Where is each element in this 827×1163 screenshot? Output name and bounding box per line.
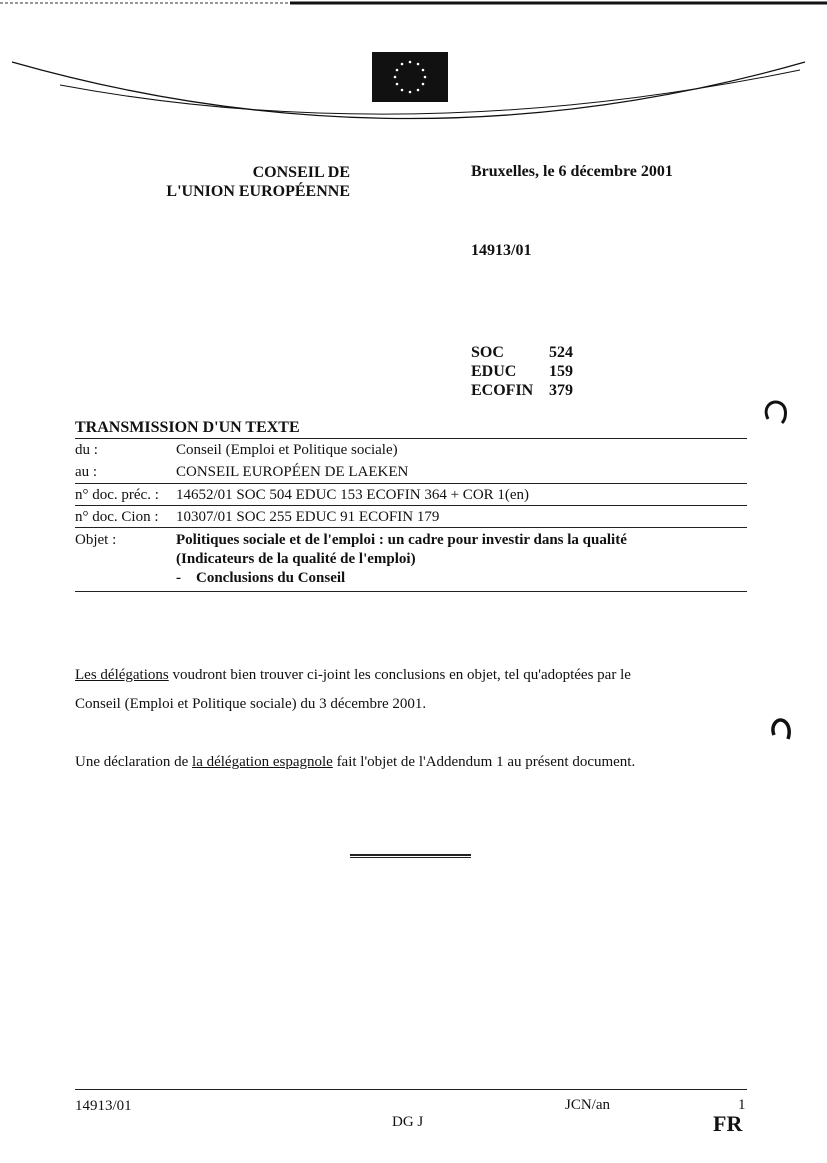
objet-value	[176, 531, 747, 588]
code-number: 379	[549, 382, 573, 399]
footer-dg: DG J	[392, 1114, 424, 1130]
body-paragraph-1	[75, 661, 631, 719]
paragraph-line	[75, 661, 631, 690]
letterhead-arc	[0, 0, 827, 140]
table-row	[75, 508, 747, 527]
objet-conclusions: Conclusions du Conseil	[196, 570, 346, 586]
code-row	[471, 343, 573, 362]
code-label: EDUC	[471, 363, 517, 380]
transmission-table	[75, 438, 747, 588]
code-number: 524	[549, 344, 573, 361]
row-value: 14652/01 SOC 504 EDUC 153 ECOFIN 364 + COR 1(en)	[176, 487, 530, 503]
paragraph-line: Conseil (Emploi et Politique sociale) du 3 décembre 2001.	[75, 696, 427, 712]
council-name-line2: L'UNION EUROPÉENNE	[166, 183, 350, 200]
bullet-dash: -	[176, 570, 181, 586]
footer-doc-number: 14913/01	[75, 1098, 132, 1114]
code-number: 159	[549, 363, 573, 380]
classification-codes	[471, 343, 573, 400]
row-value: Conseil (Emploi et Politique sociale)	[176, 442, 398, 458]
objet-line: Politiques sociale et de l'emploi : un cadre pour investir dans la qualité	[176, 532, 627, 548]
objet-line	[176, 569, 747, 588]
end-separator	[350, 854, 471, 856]
spanish-delegation-text: la délégation espagnole	[192, 754, 333, 770]
footer-language: FR	[713, 1111, 743, 1136]
document-number: 14913/01	[471, 242, 532, 259]
paragraph-text: fait l'objet de l'Addendum 1 au présent document.	[332, 754, 636, 770]
footer-page-number: 1	[738, 1097, 746, 1113]
row-value: 10307/01 SOC 255 EDUC 91 ECOFIN 179	[176, 509, 440, 525]
code-row	[471, 381, 573, 400]
eu-flag-icon	[372, 52, 448, 102]
council-name-line1: CONSEIL DE	[252, 164, 350, 181]
margin-mark-icon	[768, 713, 798, 743]
table-rule	[75, 591, 747, 592]
council-name	[140, 163, 350, 201]
delegations-link-text: Les délégations	[75, 667, 169, 683]
code-label: SOC	[471, 344, 504, 361]
objet-line: (Indicateurs de la qualité de l'emploi)	[176, 551, 416, 567]
paragraph-text: Une déclaration de	[75, 754, 193, 770]
footer-rule	[75, 1089, 747, 1090]
footer-initials: JCN/an	[565, 1097, 610, 1113]
objet-row	[75, 531, 747, 588]
end-separator	[350, 857, 471, 858]
objet-label: Objet :	[75, 532, 117, 548]
code-label: ECOFIN	[471, 382, 534, 399]
row-label: du :	[75, 442, 98, 458]
table-row	[75, 463, 747, 482]
margin-mark-icon	[762, 397, 792, 427]
transmission-title: TRANSMISSION D'UN TEXTE	[75, 419, 300, 436]
row-label: au :	[75, 464, 98, 480]
table-row	[75, 441, 747, 460]
date-line: Bruxelles, le 6 décembre 2001	[471, 163, 673, 180]
row-value: CONSEIL EUROPÉEN DE LAEKEN	[176, 464, 409, 480]
code-row	[471, 362, 573, 381]
row-label: n° doc. Cion :	[75, 509, 159, 525]
body-paragraph-2	[75, 748, 635, 777]
paragraph-text: voudront bien trouver ci-joint les conclusions en objet, tel qu'adoptées par le	[168, 667, 631, 683]
table-row	[75, 486, 747, 505]
row-label: n° doc. préc. :	[75, 487, 159, 503]
